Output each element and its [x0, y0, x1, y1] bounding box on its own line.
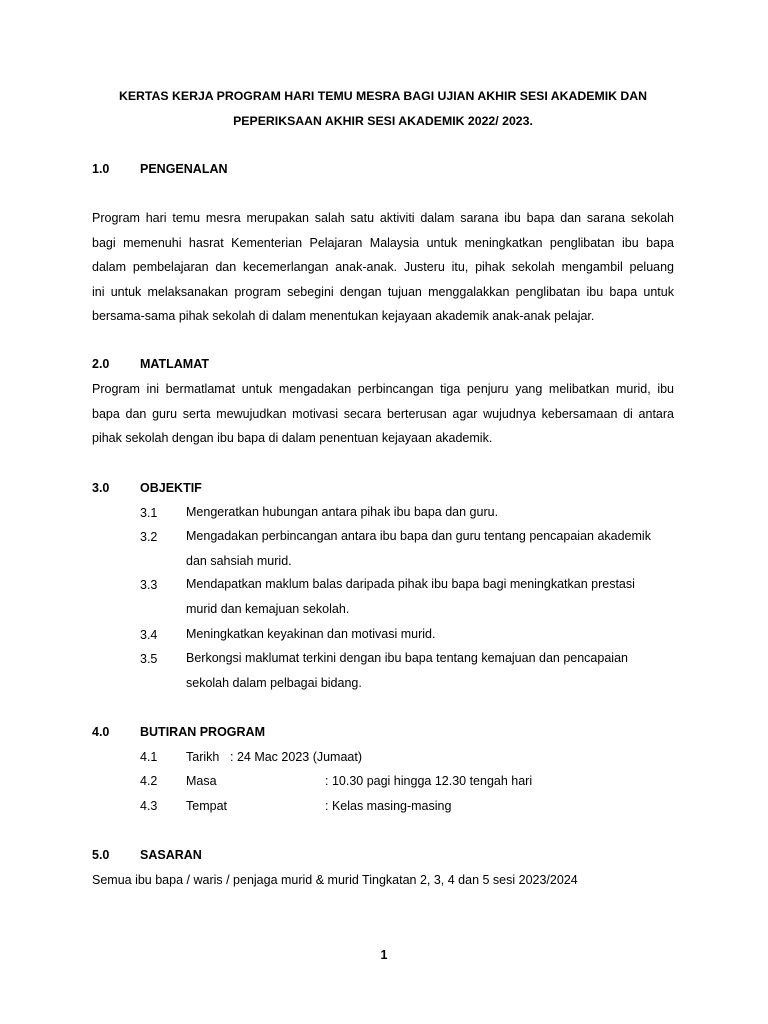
section-4-heading: BUTIRAN PROGRAM: [140, 725, 265, 739]
objective-text: [186, 646, 676, 695]
objective-number: 3.4: [140, 628, 158, 642]
section-2-paragraph: [92, 377, 674, 451]
detail-number: 4.2: [140, 774, 158, 788]
document-title-line-2: PEPERIKSAAN AKHIR SESI AKADEMIK 2022/ 2023.: [233, 114, 533, 128]
section-5-number: 5.0: [92, 848, 110, 862]
section-5-heading: SASARAN: [140, 848, 202, 862]
detail-value-place: : Kelas masing-masing: [325, 799, 452, 813]
detail-label-place: Tempat: [186, 799, 227, 813]
objective-line: sekolah dalam pelbagai bidang.: [186, 675, 362, 690]
detail-label-date: Tarikh: [186, 750, 220, 764]
objective-line: Meningkatkan keyakinan dan motivasi murid.: [186, 627, 436, 641]
objective-number: 3.3: [140, 578, 158, 592]
paragraph-line: Program ini bermatlamat untuk mengadakan perbincangan tiga penjuru yang melibatkan murid, ibu: [92, 382, 674, 396]
paragraph-line: bersama-sama pihak sekolah di dalam menentukan kejayaan akademik anak-anak pelajar.: [92, 309, 595, 324]
detail-value-time: : 10.30 pagi hingga 12.30 tengah hari: [325, 774, 533, 788]
paragraph-line: dalam pembelajaran dan kecemerlangan anak-anak. Justeru itu, pihak sekolah mengambil peluang: [92, 260, 674, 275]
page-number: 1: [380, 948, 388, 962]
objective-number: 3.5: [140, 652, 158, 666]
detail-value-date: : 24 Mac 2023 (Jumaat): [230, 750, 363, 764]
objective-number: 3.2: [140, 530, 158, 544]
section-3-number: 3.0: [92, 481, 110, 495]
detail-number: 4.1: [140, 750, 158, 764]
section-1-number: 1.0: [92, 162, 110, 176]
objective-text: [186, 500, 676, 525]
objective-text: [186, 622, 676, 647]
paragraph-line: pihak sekolah dengan ibu bapa di dalam penentuan kejayaan akademik.: [92, 431, 493, 446]
section-1-paragraph: [92, 206, 674, 329]
detail-label-time: Masa: [186, 774, 217, 788]
detail-number: 4.3: [140, 799, 158, 813]
objective-line: Mengadakan perbincangan antara ibu bapa dan guru tentang pencapaian akademik: [186, 529, 651, 543]
paragraph-line: bagi memenuhi hasrat Kementerian Pelajaran Malaysia untuk meningkatkan penglibatan ibu bapa: [92, 235, 674, 250]
section-3-heading: OBJEKTIF: [140, 481, 202, 495]
paragraph-line: Program hari temu mesra merupakan salah satu aktiviti dalam sarana ibu bapa dan sarana sekolah: [92, 211, 674, 225]
document-title-line-1: KERTAS KERJA PROGRAM HARI TEMU MESRA BAGI UJIAN AKHIR SESI AKADEMIK DAN: [118, 89, 648, 103]
section-2-number: 2.0: [92, 357, 110, 371]
paragraph-line: bapa dan guru serta mewujudkan motivasi secara berterusan agar wujudnya kebersamaan di antara: [92, 406, 674, 421]
objective-number: 3.1: [140, 506, 158, 520]
paragraph-line: ini untuk melaksanakan program sebegini dengan tujuan menggalakkan penglibatan ibu bapa untuk: [92, 284, 674, 299]
objective-line: dan sahsiah murid.: [186, 553, 292, 568]
objective-line: murid dan kemajuan sekolah.: [186, 601, 350, 616]
section-4-number: 4.0: [92, 725, 110, 739]
objective-text: [186, 572, 676, 621]
section-1-heading: PENGENALAN: [140, 162, 228, 176]
objective-line: Berkongsi maklumat terkini dengan ibu bapa tentang kemajuan dan pencapaian: [186, 651, 628, 665]
objective-line: Mengeratkan hubungan antara pihak ibu bapa dan guru.: [186, 505, 499, 519]
objective-line: Mendapatkan maklum balas daripada pihak ibu bapa bagi meningkatkan prestasi: [186, 577, 635, 591]
section-2-heading: MATLAMAT: [140, 357, 209, 371]
section-5-paragraph: Semua ibu bapa / waris / penjaga murid & murid Tingkatan 2, 3, 4 dan 5 sesi 2023/2024: [92, 873, 578, 887]
objective-text: [186, 524, 676, 573]
